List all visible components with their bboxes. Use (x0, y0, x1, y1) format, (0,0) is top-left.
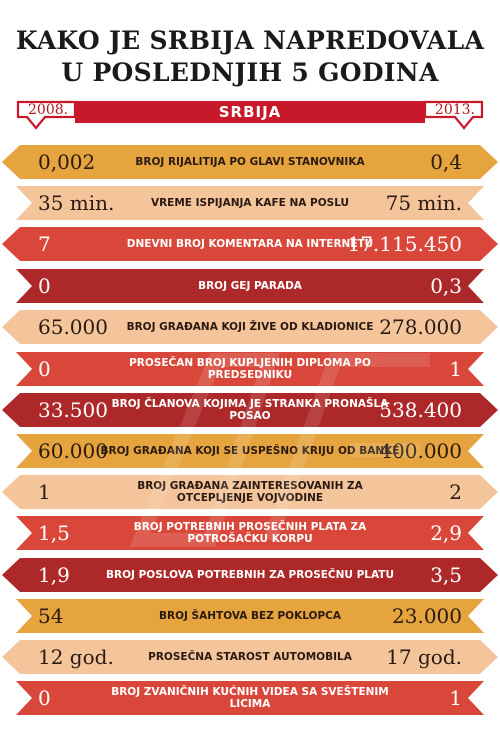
stat-row (0, 269, 500, 303)
value-2013: 278.000 (379, 315, 462, 339)
value-2008: 1,9 (38, 563, 70, 587)
stat-label: BROJ GRAĐANA ZAINTERESOVANIH ZA OTCEPLJENJE VOJVODINE (137, 480, 363, 504)
stat-row (0, 516, 500, 550)
stat-row (0, 599, 500, 633)
value-2013: 0,3 (430, 274, 462, 298)
stat-row (0, 186, 500, 220)
value-2013: 75 min. (385, 191, 462, 215)
value-2013: 1 (449, 686, 462, 710)
value-2008: 54 (38, 604, 64, 628)
value-2013: 538.400 (379, 398, 462, 422)
value-2008: 0 (38, 357, 51, 381)
value-2013: 23.000 (392, 604, 462, 628)
value-2013: 400.000 (379, 439, 462, 463)
value-2008: 7 (38, 232, 51, 256)
value-2013: 17 god. (386, 645, 462, 669)
value-2008: 33.500 (38, 398, 108, 422)
stat-label: PROSEČNA STAROST AUTOMOBILA (148, 651, 352, 663)
stat-row (0, 310, 500, 344)
stat-row (0, 558, 500, 592)
value-2013: 1 (449, 357, 462, 381)
value-2013: 17.115.450 (347, 232, 462, 256)
value-2008: 12 god. (38, 645, 114, 669)
value-2008: 0,002 (38, 150, 96, 174)
stat-label: BROJ ČLANOVA KOJIMA JE STRANKA PRONAŠLA POSAO (111, 398, 389, 422)
stat-label: BROJ POSLOVA POTREBNIH ZA PROSEČNU PLATU (106, 569, 394, 581)
stat-label: BROJ ŠAHTOVA BEZ POKLOPCA (158, 610, 342, 622)
stat-label: BROJ RIJALITIJA PO GLAVI STANOVNIKA (135, 156, 365, 168)
stat-label: BROJ GEJ PARADA (198, 280, 302, 292)
value-2008: 1 (38, 480, 51, 504)
stat-row (0, 227, 500, 261)
stat-row (0, 145, 500, 179)
value-2013: 2 (449, 480, 462, 504)
value-2008: 60.000 (38, 439, 108, 463)
stat-row (0, 475, 500, 509)
stat-row (0, 640, 500, 674)
value-2008: 65.000 (38, 315, 108, 339)
value-2008: 0 (38, 274, 51, 298)
stat-row (0, 681, 500, 715)
value-2013: 3,5 (430, 563, 462, 587)
value-2008: 0 (38, 686, 51, 710)
stat-label: BROJ POTREBNIH PROSEČNIH PLATA ZA POTROŠAČKU KORPU (133, 521, 367, 545)
year-start-label: 2008. (28, 102, 69, 118)
stat-label: DNEVNI BROJ KOMENTARA NA INTERNETU (126, 238, 374, 250)
value-2013: 2,9 (430, 521, 462, 545)
value-2008: 1,5 (38, 521, 70, 545)
stat-label: VREME ISPIJANJA KAFE NA POSLU (150, 197, 350, 209)
value-2008: 35 min. (38, 191, 115, 215)
title-line-2: U POSLEDNJIH 5 GODINA (61, 58, 439, 87)
stat-row (0, 352, 500, 386)
stat-label: BROJ GRAĐANA KOJI ŽIVE OD KLADIONICE (126, 321, 374, 333)
stat-label: PROSEČAN BROJ KUPLJENIH DIPLOMA PO PREDSEDNIKU (129, 357, 371, 381)
title-line-1: KAKO JE SRBIJA NAPREDOVALA (15, 26, 485, 55)
country-label: SRBIJA (218, 103, 282, 121)
year-end-label: 2013. (434, 102, 475, 118)
stat-row (0, 393, 500, 427)
value-2013: 0,4 (430, 150, 462, 174)
stat-row (0, 434, 500, 468)
stat-label: BROJ ZVANIČNIH KUĆNIH VIDEA SA SVEŠTENIM LICIMA (111, 686, 389, 710)
stat-label: BROJ GRAĐANA KOJI SE USPEŠNO KRIJU OD BANKE (100, 445, 400, 457)
